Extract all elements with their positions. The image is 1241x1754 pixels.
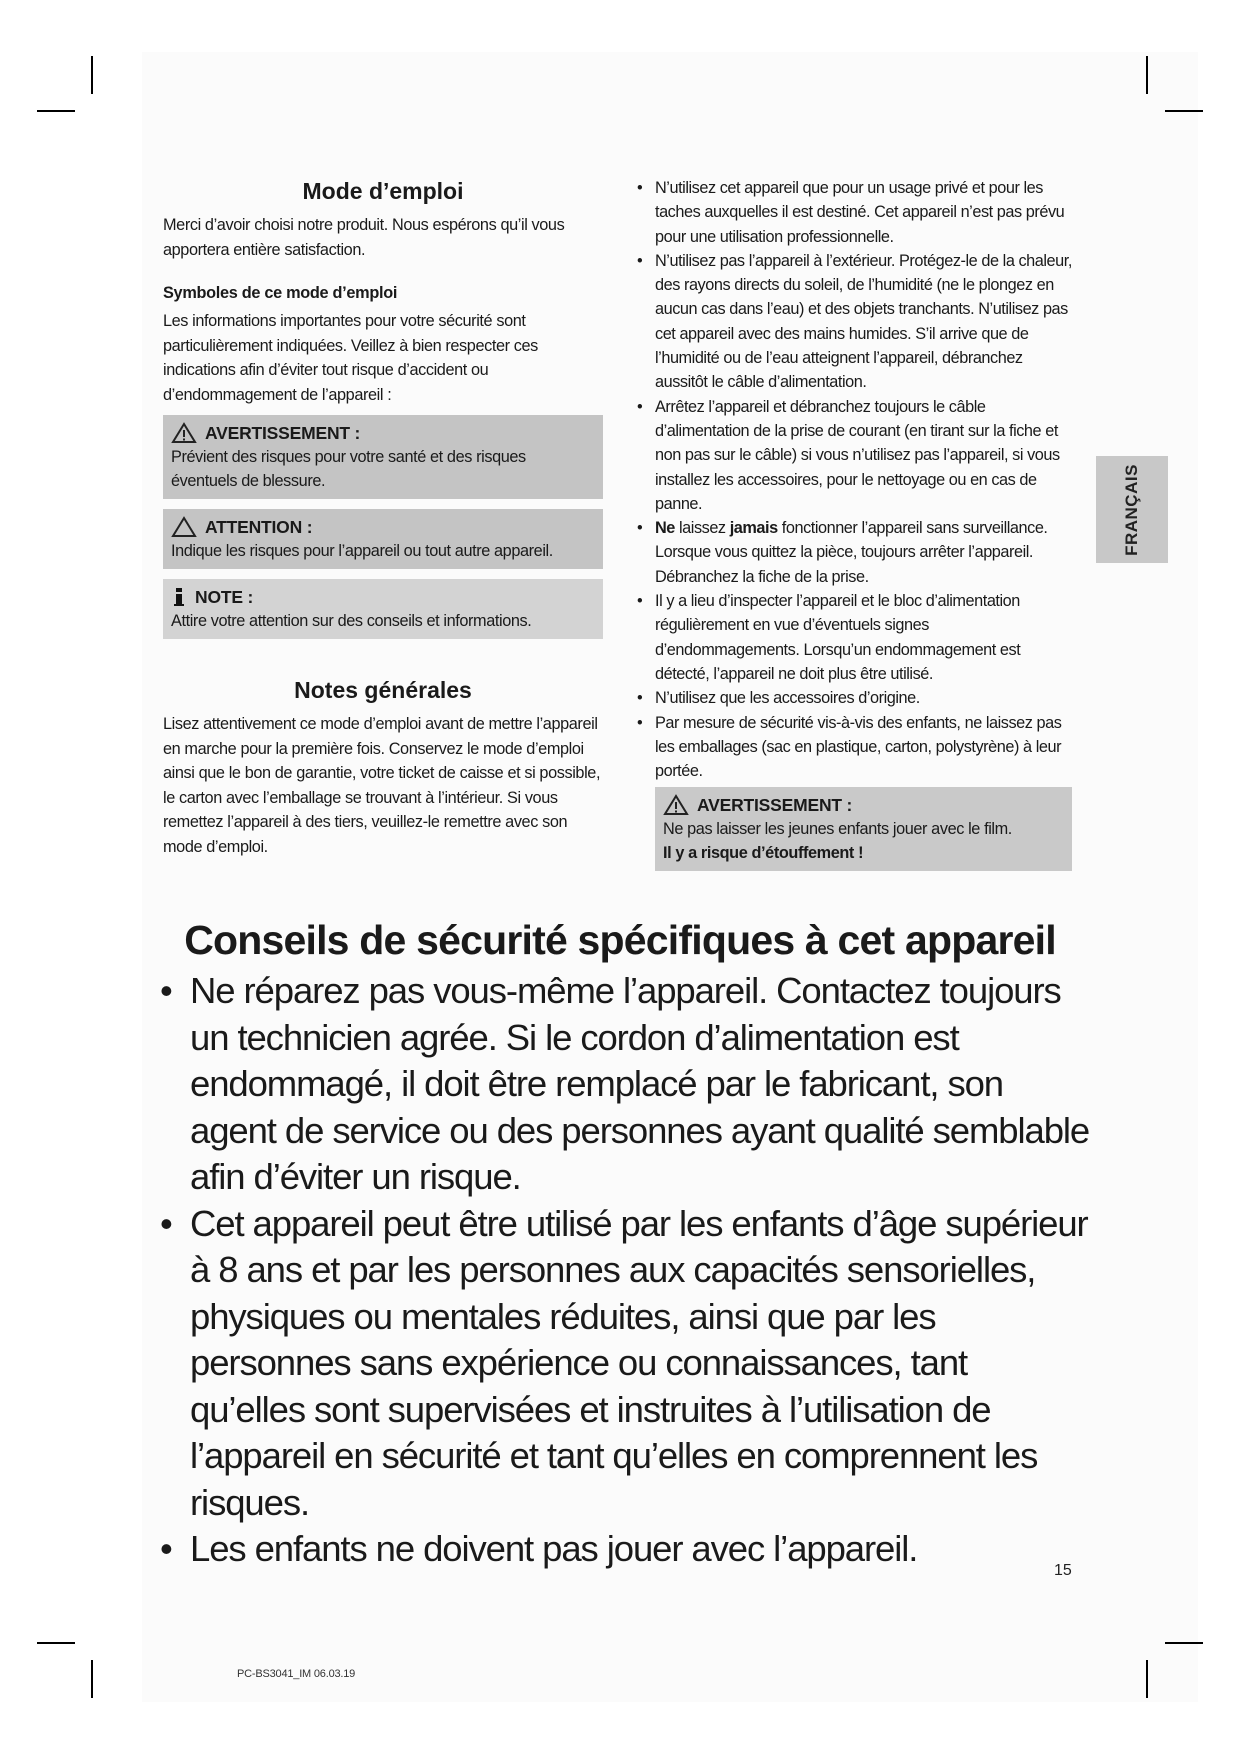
film-warning-title-row: [663, 793, 1064, 817]
attention-notice: [163, 509, 603, 569]
warning-notice-title-row: [171, 421, 595, 445]
film-warning-notice: [655, 787, 1072, 871]
list-item: • Arrêtez l’appareil et débranchez toujours le câble d’alimentation de la prise de courant (en tirant sur la fiche et non pas sur le câble) si vous n’utilisez pas l’appareil, si vous installez les accessoires, pour le nettoyage ou en cas de panne.: [632, 395, 1072, 516]
crop-mark: [91, 1660, 93, 1698]
list-item: • Les enfants ne doivent pas jouer avec l’appareil.: [160, 1526, 1090, 1573]
list-item: • N’utilisez que les accessoires d’origine.: [632, 686, 1072, 710]
note-notice-title: NOTE :: [195, 587, 254, 607]
warning-triangle-icon: [171, 422, 197, 444]
notes-generales-heading: Notes générales: [294, 677, 472, 703]
symbols-text: Les informations importantes pour votre sécurité sont particulièrement indiquées. Veillez à bien respecter ces indications afin d’éviter tout risque d’accident ou d’endommagement de l’appareil :: [163, 312, 538, 404]
film-warning-text: Ne pas laisser les jeunes enfants jouer avec le film.: [663, 820, 1012, 839]
warning-notice-title: AVERTISSEMENT :: [205, 423, 361, 443]
note-notice-title-row: [171, 585, 595, 609]
info-icon: [171, 586, 187, 608]
safety-list: [632, 176, 1072, 783]
crop-mark: [91, 56, 93, 94]
jamais-rest: fonctionner l’appareil sans surveillance. Lorsque vous quittez la pièce, toujours arrêter l’appareil. Débranchez la fiche de la prise.: [655, 519, 1048, 586]
list-item: • N’utilisez cet appareil que pour un usage privé et pour les taches auxquelles il est destiné. Cet appareil n’est pas prévu pour une utilisation professionnelle.: [632, 176, 1072, 249]
attention-notice-text: Indique les risques pour l’appareil ou tout autre appareil.: [171, 542, 553, 560]
jamais-prefix: Ne: [655, 519, 675, 538]
list-item: • N’utilisez pas l’appareil à l’extérieur. Protégez-le de la chaleur, des rayons directs du soleil, de l’humidité (ne le plongez en aucun cas dans l’eau) et des objets tranchants. N’utilisez pas cet appareil avec des mains humides. S’il arrive que de l’humidité ou de l’eau atteignent l’appareil, débranchez aussitôt le câble d’alimentation.: [632, 249, 1072, 395]
crop-mark: [1146, 1660, 1148, 1698]
list-item: • Ne réparez pas vous-même l’appareil. Contactez toujours un technicien agrée. Si le cordon d’alimentation est endommagé, il doit être remplacé par le fabricant, son agent de service ou des personnes ayant qualité semblable afin d’éviter un risque.: [160, 968, 1090, 1201]
list-item: • Cet appareil peut être utilisé par les enfants d’âge supérieur à 8 ans et par les personnes aux capacités sensorielles, physiques ou mentales réduites, ainsi que par les personnes sans expérience ou connaissances, tant qu’elles sont supervisées et instruites à l’utilisation de l’appareil en sécurité et tant qu’elles en comprennent les risques.: [160, 1201, 1090, 1527]
right-column: [632, 176, 1072, 871]
page-number: 15: [1054, 1562, 1072, 1579]
crop-mark: [1146, 56, 1148, 94]
intro-text: Merci d’avoir choisi notre produit. Nous espérons qu’il vous apportera entière satisfaction.: [163, 216, 565, 259]
symbols-heading: Symboles de ce mode d’emploi: [163, 284, 398, 302]
crop-mark: [1165, 110, 1203, 112]
list-item-jamais: [632, 516, 1072, 589]
crop-mark: [37, 1642, 75, 1644]
warning-notice: [163, 415, 603, 499]
film-warning-title: AVERTISSEMENT :: [697, 795, 853, 816]
left-column: [163, 178, 603, 859]
list-item: • Il y a lieu d’inspecter l’appareil et le bloc d’alimentation régulièrement en vue d’éventuels signes d’endommagements. Lorsqu’un endommagement est détecté, l’appareil ne doit plus être utilisé.: [632, 589, 1072, 686]
jamais-bold: jamais: [729, 519, 778, 538]
mode-emploi-heading: Mode d’emploi: [302, 178, 464, 204]
attention-notice-title-row: [171, 515, 595, 539]
crop-mark: [1165, 1642, 1203, 1644]
film-warning-bold-text: Il y a risque d’étouffement !: [663, 844, 864, 863]
language-tab-label: FRANÇAIS: [1122, 463, 1141, 556]
list-item: • Par mesure de sécurité vis-à-vis des enfants, ne laissez pas les emballages (sac en plastique, carton, polystyrène) à leur portée.: [632, 711, 1072, 784]
jamais-verb: laissez: [679, 519, 726, 538]
footer-code: PC-BS3041_IM 06.03.19: [237, 1668, 356, 1680]
attention-notice-title: ATTENTION :: [205, 517, 313, 537]
note-notice: [163, 579, 603, 639]
conseils-heading: Conseils de sécurité spécifiques à cet appareil: [184, 917, 1056, 963]
crop-mark: [37, 110, 75, 112]
language-tab: [1096, 456, 1168, 563]
note-notice-text: Attire votre attention sur des conseils et informations.: [171, 612, 532, 630]
caution-triangle-icon: [171, 516, 197, 538]
warning-triangle-icon: [663, 794, 689, 816]
conseils-list: [160, 968, 1090, 1573]
notes-generales-text: Lisez attentivement ce mode d’emploi avant de mettre l’appareil en marche pour la première fois. Conservez le mode d’emploi ainsi que le bon de garantie, votre ticket de caisse et si possible, le carton avec l’emballage se trouvant à l’intérieur. Si vous remettez l’appareil à des tiers, veuillez-le remettre avec son mode d’emploi.: [163, 715, 601, 856]
warning-notice-text: Prévient des risques pour votre santé et des risques éventuels de blessure.: [171, 448, 526, 490]
